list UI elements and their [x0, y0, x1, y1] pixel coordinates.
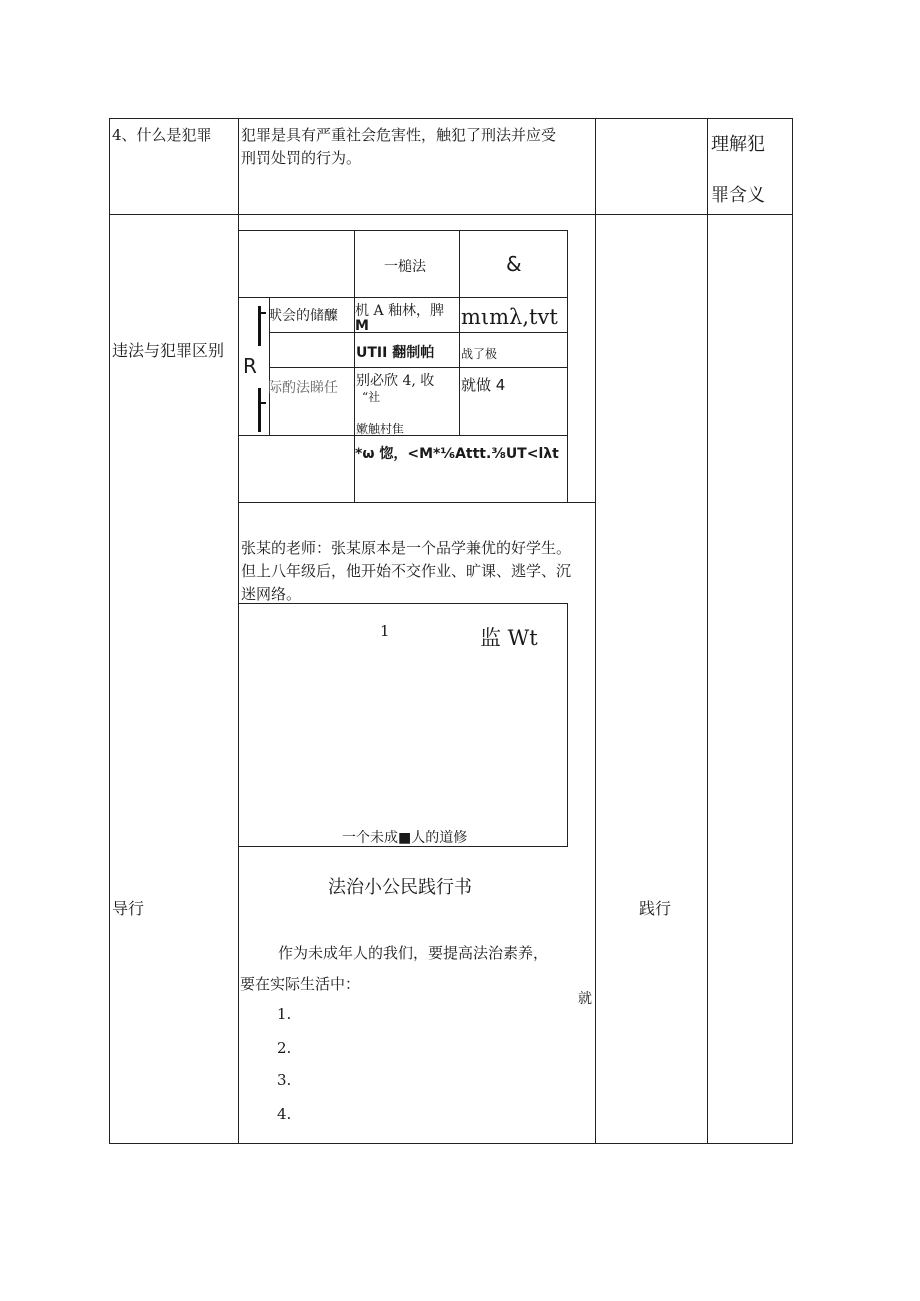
bracket-tick-bottom: [258, 402, 266, 404]
figure-caption: 一个未成■人的道修: [342, 830, 468, 846]
pledge-intro-2: 要在实际生活中：: [240, 975, 361, 993]
case-line-1: 张某的老师：张某原本是一个品学兼优的好学生。: [241, 539, 572, 557]
bracket-mark-bottom: [258, 388, 261, 432]
table-right-border: [792, 118, 793, 1144]
row-divider: [109, 214, 793, 215]
compare-r3-col2-line2: “社: [362, 390, 381, 404]
note-line-1: 理解犯: [711, 134, 765, 155]
compare-r3-col3: 就做 4: [461, 376, 506, 394]
activity-label: 践行: [639, 899, 672, 918]
table-bottom-border: [109, 1143, 793, 1144]
compare-r2-col2: UTII 翻制帕: [356, 345, 435, 361]
column-divider-3: [707, 118, 708, 1144]
pledge-item-2: 2.: [277, 1039, 292, 1057]
definition-line-2: 刑罚处罚的行为。: [241, 149, 362, 167]
compare-r3-col2-line3: 嫰触村隹: [356, 422, 405, 436]
side-mark: 就: [578, 991, 592, 1007]
topic-label-2: 导行: [112, 899, 145, 918]
column-divider-1: [238, 118, 239, 1144]
pledge-intro-1: 作为未成年人的我们，要提高法治素养，: [278, 944, 549, 962]
figure-number: 1: [380, 622, 390, 640]
pledge-item-4: 4.: [277, 1105, 292, 1123]
compare-r1-label: 畎会的储醾: [268, 308, 338, 324]
compare-r2-col3: 战了极: [461, 347, 498, 361]
question-cell: 4、什么是犯罪: [112, 126, 212, 144]
topic-label: 违法与犯罪区别: [112, 341, 225, 360]
figure-word: 监 Wt: [480, 626, 538, 650]
pledge-title: 法治小公民践行书: [328, 877, 472, 898]
compare-header-col2: 一槌法: [384, 259, 426, 275]
note-line-2: 罪含义: [711, 185, 765, 206]
compare-left-letter: R: [243, 354, 257, 378]
column-divider-2: [595, 118, 596, 1144]
compare-r1-col2-line1: 机 A 釉林，脾: [355, 303, 445, 319]
compare-r3-col2-line1: 别必欣 4, 收: [356, 373, 435, 389]
compare-r1-col3: mιmλ,tvt: [461, 305, 558, 329]
table-left-border: [109, 118, 110, 1144]
pledge-item-1: 1.: [277, 1005, 292, 1023]
compare-r3-label: 际酌法睇任: [268, 380, 338, 396]
table-top-border: [109, 118, 793, 119]
compare-header-col3: &: [506, 252, 522, 276]
pledge-item-3: 3.: [277, 1071, 292, 1089]
compare-r1-col2-line2: M: [355, 318, 369, 334]
case-line-2: 但上八年级后，他开始不交作业、旷课、逃学、沉: [241, 562, 572, 580]
definition-line-1: 犯罪是具有严重社会危害性，触犯了刑法并应受: [241, 126, 557, 144]
compare-footer: *ω 惚，<M*⅟₆Attt.⅜UT<lλt: [355, 446, 559, 462]
case-line-3: 迷网络。: [241, 585, 302, 603]
bracket-tick-top: [258, 312, 266, 314]
